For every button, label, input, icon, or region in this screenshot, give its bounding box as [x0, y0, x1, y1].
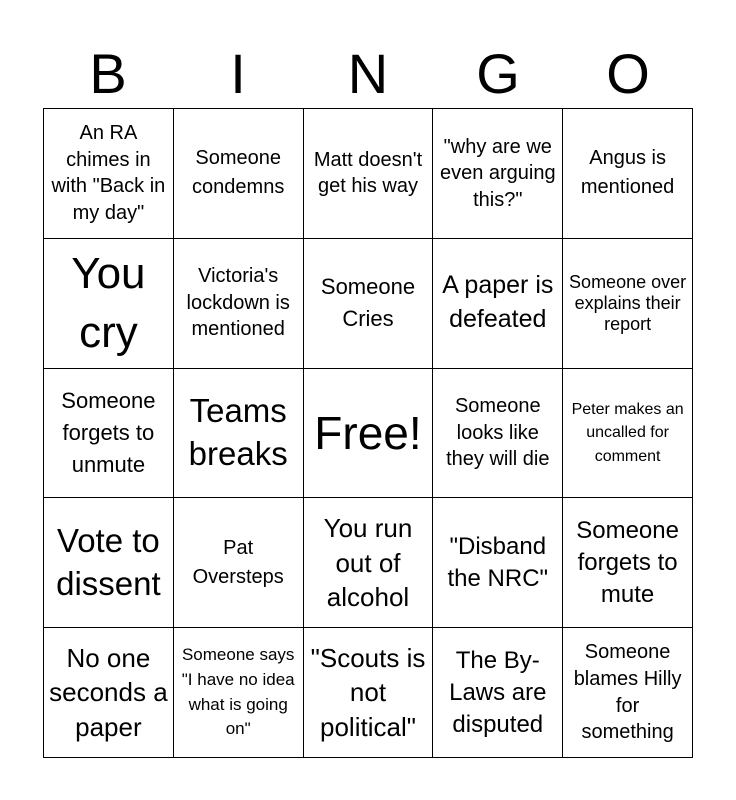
- bingo-cell[interactable]: [433, 628, 563, 758]
- cell-text: "Disband the NRC": [447, 532, 549, 592]
- cell-text: Someone says "I have no idea what is going on": [181, 645, 295, 739]
- cell-text: You run out of alcohol: [323, 512, 413, 613]
- bingo-cell[interactable]: [174, 628, 304, 758]
- header-letter-i: I: [230, 42, 246, 105]
- cell-text: Vote to dissent: [56, 521, 161, 602]
- bingo-cell[interactable]: [304, 239, 434, 369]
- header-letter-n: N: [347, 42, 389, 105]
- free-space-cell[interactable]: [304, 369, 434, 499]
- bingo-cell[interactable]: [44, 498, 174, 628]
- cell-text: You cry: [71, 248, 146, 358]
- free-space-text: Free!: [314, 406, 422, 459]
- bingo-cell[interactable]: [174, 109, 304, 239]
- cell-text: The By-Laws are disputed: [449, 646, 547, 738]
- cell-text: No one seconds a paper: [49, 642, 168, 742]
- bingo-cell[interactable]: [174, 239, 304, 369]
- bingo-grid: [43, 108, 693, 758]
- cell-text: Someone forgets to mute: [576, 516, 679, 608]
- header-letter-b: B: [89, 42, 127, 105]
- cell-text: Angus is mentioned: [580, 147, 675, 199]
- cell-text: Matt doesn't get his way: [313, 148, 423, 198]
- bingo-cell[interactable]: [433, 239, 563, 369]
- header-letter-o: O: [606, 42, 650, 105]
- bingo-cell[interactable]: [433, 109, 563, 239]
- bingo-cell[interactable]: [174, 369, 304, 499]
- header-letter-g: G: [476, 42, 520, 105]
- bingo-cell[interactable]: [44, 109, 174, 239]
- bingo-cell[interactable]: [174, 498, 304, 628]
- cell-text: Victoria's lockdown is mentioned: [186, 265, 290, 341]
- cell-text: Someone forgets to unmute: [61, 388, 156, 477]
- bingo-cell[interactable]: [44, 239, 174, 369]
- cell-text: Pat Oversteps: [192, 536, 284, 588]
- bingo-cell[interactable]: [304, 109, 434, 239]
- bingo-cell[interactable]: [563, 239, 693, 369]
- bingo-cell[interactable]: [433, 498, 563, 628]
- cell-text: Peter makes an uncalled for comment: [571, 401, 684, 465]
- cell-text: Teams breaks: [188, 392, 288, 472]
- cell-text: A paper is defeated: [442, 271, 554, 334]
- cell-text: Someone blames Hilly for something: [573, 641, 682, 744]
- bingo-cell[interactable]: [304, 628, 434, 758]
- cell-text: Someone looks like they will die: [446, 395, 550, 471]
- bingo-header: [43, 40, 693, 108]
- cell-text: Someone Cries: [320, 274, 416, 332]
- cell-text: Someone over explains their report: [569, 272, 687, 334]
- bingo-cell[interactable]: [563, 369, 693, 499]
- bingo-cell[interactable]: [304, 498, 434, 628]
- cell-text: "Scouts is not political": [310, 642, 426, 742]
- cell-text: Someone condemns: [192, 147, 285, 199]
- bingo-cell[interactable]: [563, 628, 693, 758]
- bingo-cell[interactable]: [563, 498, 693, 628]
- bingo-cell[interactable]: [44, 369, 174, 499]
- cell-text: "why are we even arguing this?": [439, 135, 556, 211]
- bingo-cell[interactable]: [44, 628, 174, 758]
- bingo-cell[interactable]: [563, 109, 693, 239]
- bingo-cell[interactable]: [433, 369, 563, 499]
- cell-text: An RA chimes in with "Back in my day": [51, 122, 166, 224]
